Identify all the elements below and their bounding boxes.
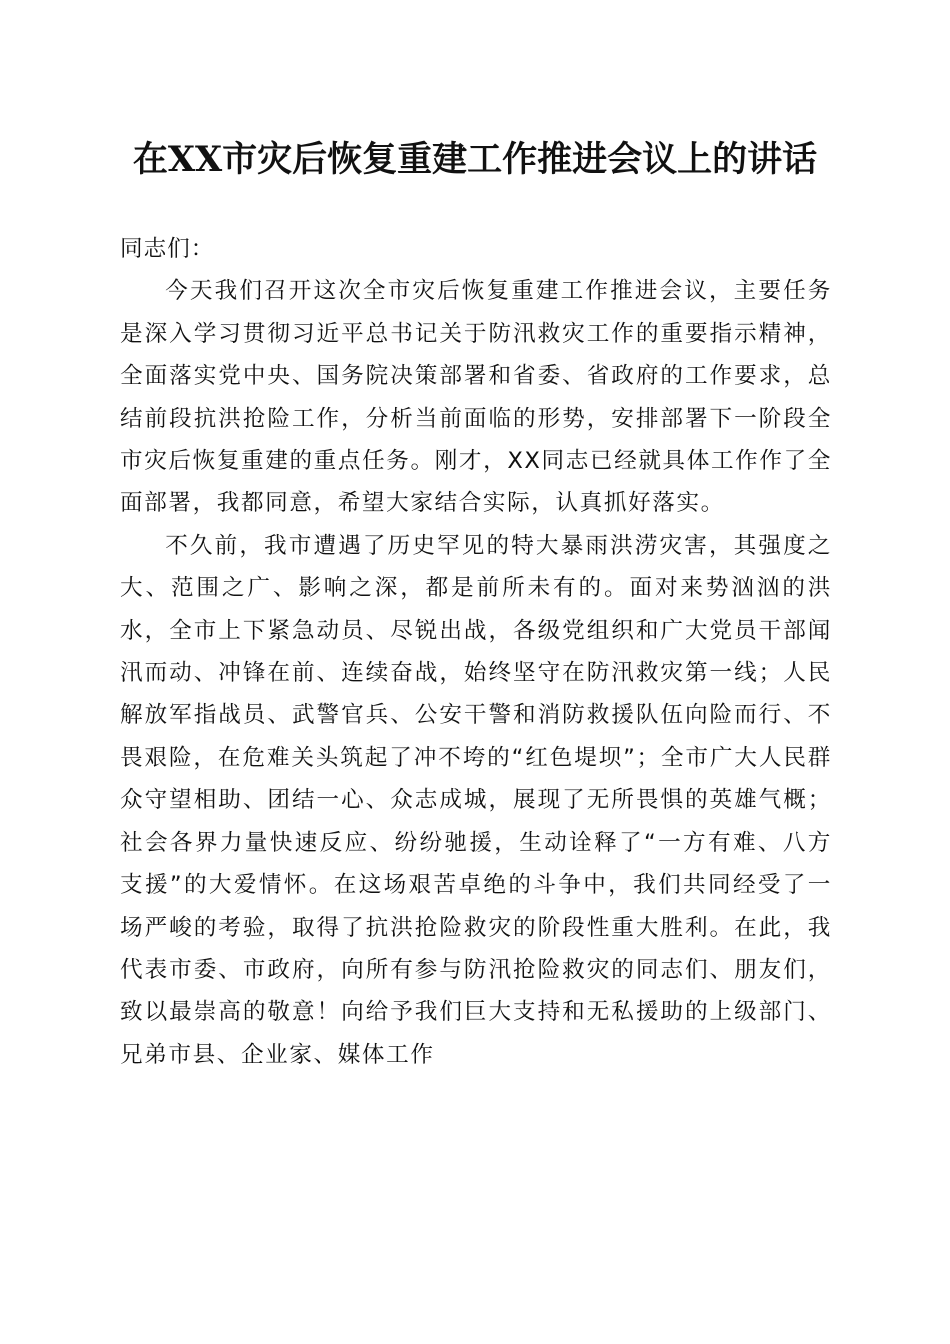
document-body	[120, 228, 832, 1076]
salutation: 同志们：	[120, 236, 215, 262]
paragraph-opening: 今天我们召开这次全市灾后恢复重建工作推进会议，主要任务是深入学习贯彻习近平总书记关于防汛救灾工作的重要指示精神，全面落实党中央、国务院决策部署和省委、省政府的工作要求，总结前段抗洪抢险工作，分析当前面临的形势，安排部署下一阶段全市灾后恢复重建的重点任务。刚才，XX同志已经就具体工作作了全面部署，我都同意，希望大家结合实际，认真抓好落实。	[120, 278, 832, 517]
paragraph-flood-response: 不久前，我市遭遇了历史罕见的特大暴雨洪涝灾害，其强度之大、范围之广、影响之深，都是前所未有的。面对来势汹汹的洪水，全市上下紧急动员、尽锐出战，各级党组织和广大党员干部闻汛而动、冲锋在前、连续奋战，始终坚守在防汛救灾第一线；人民解放军指战员、武警官兵、公安干警和消防救援队伍向险而行、不畏艰险，在危难关头筑起了冲不垮的“红色堤坝”；全市广大人民群众守望相助、团结一心、众志成城，展现了无所畏惧的英雄气概；社会各界力量快速反应、纷纷驰援，生动诠释了“一方有难、八方支援”的大爱情怀。在这场艰苦卓绝的斗争中，我们共同经受了一场严峻的考验，取得了抗洪抢险救灾的阶段性重大胜利。在此，我代表市委、市政府，向所有参与防汛抢险救灾的同志们、朋友们，致以最崇高的敬意！向给予我们巨大支持和无私援助的上级部门、兄弟市县、企业家、媒体工作	[120, 532, 832, 1068]
document-title: 在XX市灾后恢复重建工作推进会议上的讲话	[132, 139, 818, 180]
